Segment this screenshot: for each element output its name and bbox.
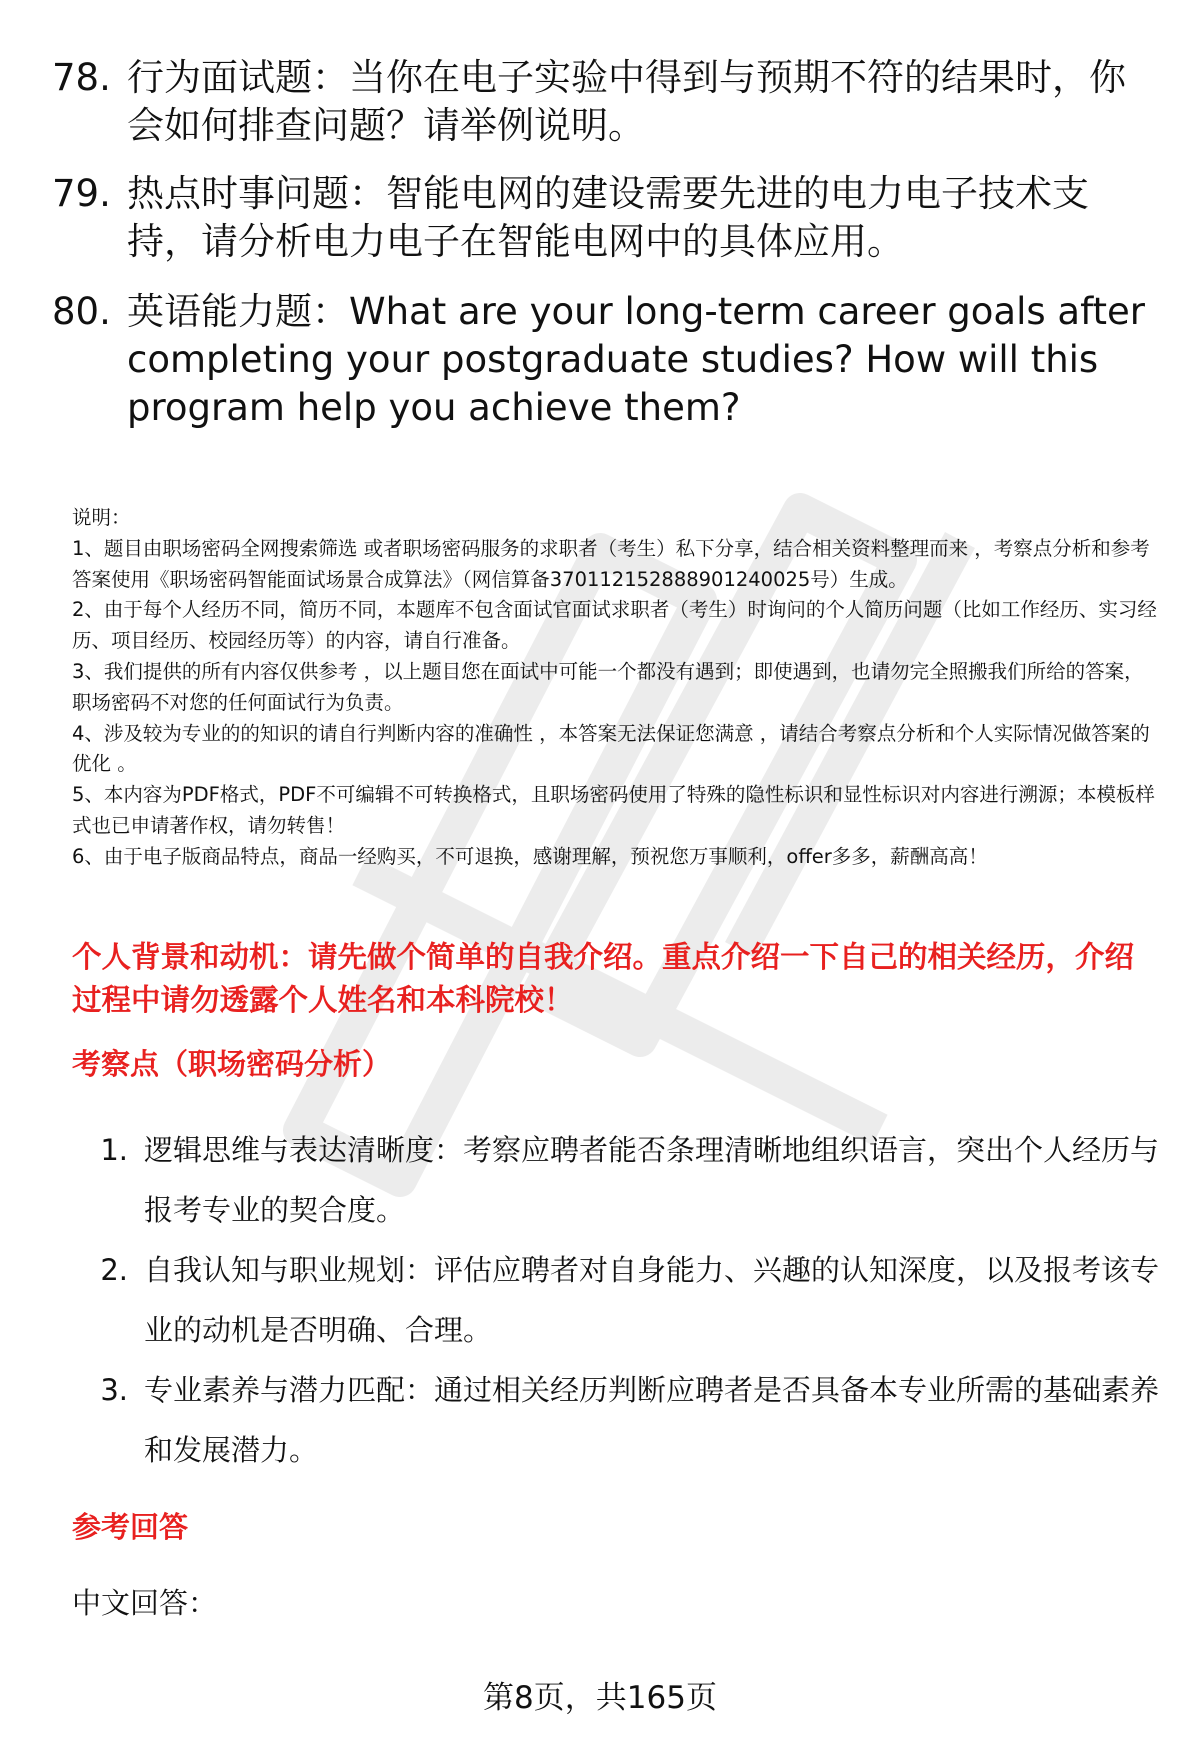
note-item: 4、涉及较为专业的的知识的请自行判断内容的准确性 ，本答案无法保证您满意 ，请结合考察点分析和个人实际情况做答案的优化 。 (72, 721, 1150, 776)
question-number: 78. (52, 56, 111, 99)
note-item: 5、本内容为PDF格式，PDF不可编辑不可转换格式，且职场密码使用了特殊的隐性标识和显性标识对内容进行溯源；本模板样式也已申请著作权，请勿转售！ (72, 783, 1155, 837)
focus-point-number: 3. (100, 1373, 128, 1407)
question-number: 80. (52, 290, 111, 333)
focus-point (72, 1240, 1162, 1360)
focus-point (72, 1120, 1162, 1240)
answer-title: 参考回答 (72, 1510, 189, 1544)
focus-point-text: 逻辑思维与表达清晰度：考察应聘者能否条理清晰地组织语言，突出个人经历与报考专业的契合度。 (144, 1133, 1160, 1227)
question-text: 热点时事问题：智能电网的建设需要先进的电力电子技术支持，请分析电力电子在智能电网中的具体应用。 (127, 172, 1089, 263)
question-text: 行为面试题：当你在电子实验中得到与预期不符的结果时，你会如何排查问题？请举例说明。 (127, 56, 1126, 147)
chinese-answer-label: 中文回答： (72, 1586, 218, 1620)
focus-title: 考察点（职场密码分析） (72, 1047, 392, 1081)
focus-point-text: 自我认知与职业规划：评估应聘者对自身能力、兴趣的认知深度，以及报考该专业的动机是否明确、合理。 (144, 1253, 1160, 1347)
note-item: 3、我们提供的所有内容仅供参考 ，以上题目您在面试中可能一个都没有遇到；即使遇到，也请勿完全照搬我们所给的答案，职场密码不对您的任何面试行为负责。 (72, 659, 1144, 714)
question-79 (52, 170, 1162, 266)
focus-point-number: 1. (100, 1133, 128, 1167)
question-text: 英语能力题：What are your long-term career goals after completing your postgraduate studies? How will this program help you achieve them? (127, 290, 1145, 429)
question-80 (52, 288, 1162, 432)
notes-heading: 说明： (72, 506, 131, 529)
focus-point-text: 专业素养与潜力匹配：通过相关经历判断应聘者是否具备本专业所需的基础素养和发展潜力。 (144, 1373, 1160, 1467)
focus-point-number: 2. (100, 1253, 128, 1287)
page-footer: 第8页，共165页 (483, 1680, 717, 1716)
note-item: 1、题目由职场密码全网搜索筛选 或者职场密码服务的求职者（考生）私下分享，结合相关资料整理而来 ，考察点分析和参考答案使用《职场密码智能面试场景合成算法》（网信算备370112152888901240025号）生成。 (72, 536, 1150, 591)
question-number: 79. (52, 172, 111, 215)
focus-points-list (72, 1120, 1162, 1480)
note-item: 6、由于电子版商品特点，商品一经购买，不可退换，感谢理解，预祝您万事顺利，offer多多，薪酬高高！ (72, 844, 988, 868)
note-item: 2、由于每个人经历不同，简历不同，本题库不包含面试官面试求职者（考生）时询问的个人简历问题（比如工作经历、实习经历、项目经历、校园经历等）的内容，请自行准备。 (72, 598, 1157, 653)
question-78 (52, 54, 1162, 150)
focus-point (72, 1360, 1162, 1480)
disclaimer-notes (72, 503, 1162, 873)
intro-question: 个人背景和动机：请先做个简单的自我介绍。重点介绍一下自己的相关经历，介绍过程中请勿透露个人姓名和本科院校！ (72, 940, 1135, 1017)
